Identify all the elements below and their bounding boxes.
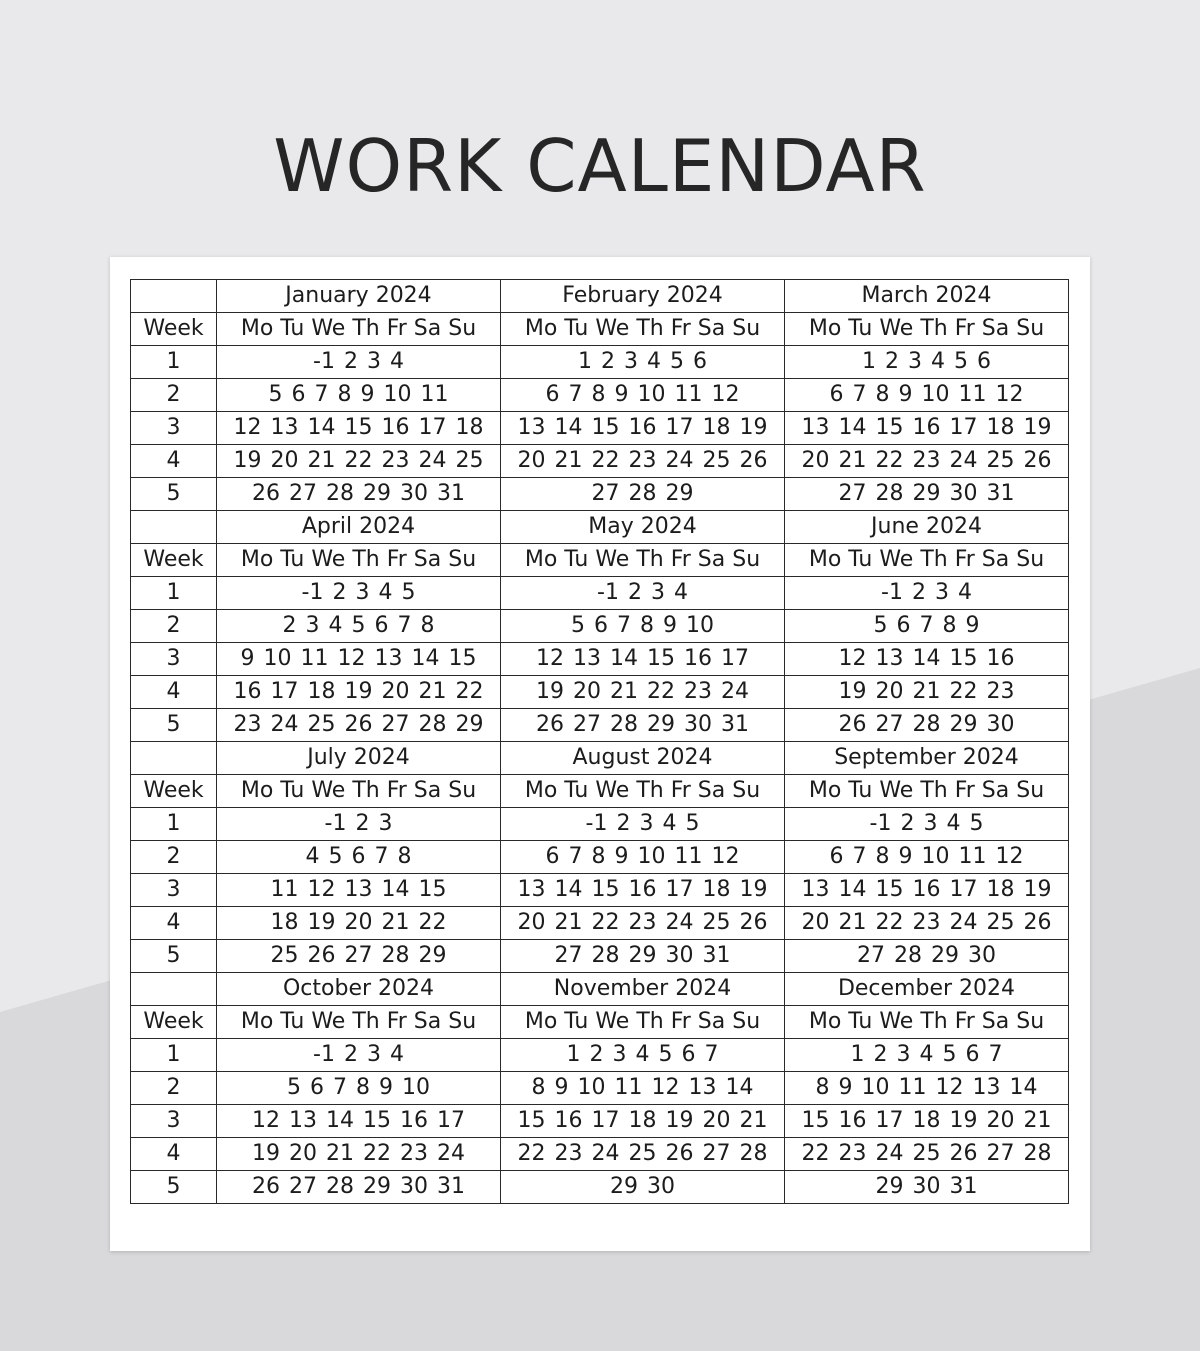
month-title: February 2024 [501,280,785,313]
week-row [131,940,1069,973]
week-days: 29 30 31 [785,1171,1069,1204]
calendar-sheet [110,257,1090,1251]
week-row [131,445,1069,478]
month-title: August 2024 [501,742,785,775]
weekday-header-row [131,775,1069,808]
week-row [131,610,1069,643]
week-row [131,1039,1069,1072]
week-days: 19 20 21 22 23 [785,676,1069,709]
week-row [131,1072,1069,1105]
weekday-header-row [131,1006,1069,1039]
week-number: 4 [131,1138,217,1171]
week-days: 18 19 20 21 22 [217,907,501,940]
week-days: 1 2 3 4 5 6 [501,346,785,379]
week-days: 12 13 14 15 16 17 [501,643,785,676]
week-days: 12 13 14 15 16 17 18 [217,412,501,445]
month-title: June 2024 [785,511,1069,544]
week-days: 27 28 29 30 31 [501,940,785,973]
week-days: 20 21 22 23 24 25 26 [501,445,785,478]
week-days: 5 6 7 8 9 10 [501,610,785,643]
week-days: 1 2 3 4 5 6 [785,346,1069,379]
week-days: 29 30 [501,1171,785,1204]
week-days: 13 14 15 16 17 18 19 [785,412,1069,445]
blank-cell [131,280,217,313]
week-days: 26 27 28 29 30 [785,709,1069,742]
week-row [131,874,1069,907]
week-row [131,709,1069,742]
week-number: 4 [131,907,217,940]
week-number: 3 [131,643,217,676]
week-days: 15 16 17 18 19 20 21 [501,1105,785,1138]
week-number: 2 [131,379,217,412]
week-number: 2 [131,610,217,643]
week-days: 6 7 8 9 10 11 12 [785,841,1069,874]
weekday-header: Mo Tu We Th Fr Sa Su [217,1006,501,1039]
month-title: November 2024 [501,973,785,1006]
month-title: April 2024 [217,511,501,544]
week-days: 5 6 7 8 9 10 11 [217,379,501,412]
week-days: -1 2 3 4 5 [217,577,501,610]
week-days: 27 28 29 30 [785,940,1069,973]
week-row [131,841,1069,874]
month-title: May 2024 [501,511,785,544]
weekday-header: Mo Tu We Th Fr Sa Su [501,775,785,808]
week-days: 22 23 24 25 26 27 28 [501,1138,785,1171]
week-days: 19 20 21 22 23 24 25 [217,445,501,478]
week-row [131,643,1069,676]
weekday-header: Mo Tu We Th Fr Sa Su [501,544,785,577]
week-number: 5 [131,709,217,742]
week-label: Week [131,544,217,577]
week-days: 13 14 15 16 17 18 19 [501,874,785,907]
week-number: 4 [131,445,217,478]
week-number: 3 [131,874,217,907]
week-row [131,1138,1069,1171]
week-days: -1 2 3 4 5 [501,808,785,841]
month-title-row [131,280,1069,313]
week-days: 26 27 28 29 30 31 [501,709,785,742]
week-days: -1 2 3 4 [501,577,785,610]
week-row [131,1105,1069,1138]
week-label: Week [131,775,217,808]
month-title: December 2024 [785,973,1069,1006]
weekday-header-row [131,544,1069,577]
weekday-header: Mo Tu We Th Fr Sa Su [217,313,501,346]
week-days: 1 2 3 4 5 6 7 [785,1039,1069,1072]
week-number: 5 [131,478,217,511]
week-days: 6 7 8 9 10 11 12 [501,379,785,412]
week-number: 2 [131,841,217,874]
week-number: 4 [131,676,217,709]
week-days: -1 2 3 4 [785,577,1069,610]
weekday-header-row [131,313,1069,346]
calendar-table [130,279,1069,1204]
week-days: 22 23 24 25 26 27 28 [785,1138,1069,1171]
week-number: 3 [131,1105,217,1138]
week-days: 9 10 11 12 13 14 15 [217,643,501,676]
weekday-header: Mo Tu We Th Fr Sa Su [785,313,1069,346]
week-days: 4 5 6 7 8 [217,841,501,874]
week-days: 19 20 21 22 23 24 [217,1138,501,1171]
weekday-header: Mo Tu We Th Fr Sa Su [785,1006,1069,1039]
week-row [131,412,1069,445]
week-days: 1 2 3 4 5 6 7 [501,1039,785,1072]
week-days: 27 28 29 [501,478,785,511]
week-number: 5 [131,1171,217,1204]
week-days: -1 2 3 [217,808,501,841]
week-row [131,379,1069,412]
week-number: 1 [131,1039,217,1072]
week-days: 5 6 7 8 9 [785,610,1069,643]
week-days: 16 17 18 19 20 21 22 [217,676,501,709]
week-days: 13 14 15 16 17 18 19 [785,874,1069,907]
week-days: -1 2 3 4 [217,346,501,379]
week-days: 12 13 14 15 16 17 [217,1105,501,1138]
weekday-header: Mo Tu We Th Fr Sa Su [785,775,1069,808]
week-days: 19 20 21 22 23 24 [501,676,785,709]
week-row [131,907,1069,940]
week-days: 27 28 29 30 31 [785,478,1069,511]
week-number: 1 [131,577,217,610]
week-days: 20 21 22 23 24 25 26 [785,445,1069,478]
week-days: 8 9 10 11 12 13 14 [501,1072,785,1105]
week-row [131,676,1069,709]
month-title: July 2024 [217,742,501,775]
week-days: 2 3 4 5 6 7 8 [217,610,501,643]
week-days: 20 21 22 23 24 25 26 [501,907,785,940]
week-label: Week [131,313,217,346]
weekday-header: Mo Tu We Th Fr Sa Su [501,1006,785,1039]
week-days: -1 2 3 4 5 [785,808,1069,841]
calendar-body [131,280,1069,1204]
week-days: 26 27 28 29 30 31 [217,1171,501,1204]
week-label: Week [131,1006,217,1039]
week-days: 13 14 15 16 17 18 19 [501,412,785,445]
blank-cell [131,973,217,1006]
month-title: September 2024 [785,742,1069,775]
week-row [131,346,1069,379]
week-number: 5 [131,940,217,973]
week-row [131,577,1069,610]
month-title: March 2024 [785,280,1069,313]
weekday-header: Mo Tu We Th Fr Sa Su [785,544,1069,577]
month-title: October 2024 [217,973,501,1006]
week-days: 26 27 28 29 30 31 [217,478,501,511]
blank-cell [131,742,217,775]
month-title-row [131,973,1069,1006]
week-row [131,478,1069,511]
week-days: 11 12 13 14 15 [217,874,501,907]
week-days: 6 7 8 9 10 11 12 [501,841,785,874]
month-title-row [131,511,1069,544]
week-days: 20 21 22 23 24 25 26 [785,907,1069,940]
week-days: 8 9 10 11 12 13 14 [785,1072,1069,1105]
week-days: 5 6 7 8 9 10 [217,1072,501,1105]
week-days: 6 7 8 9 10 11 12 [785,379,1069,412]
weekday-header: Mo Tu We Th Fr Sa Su [501,313,785,346]
week-number: 2 [131,1072,217,1105]
month-title-row [131,742,1069,775]
week-number: 1 [131,346,217,379]
week-days: -1 2 3 4 [217,1039,501,1072]
week-row [131,1171,1069,1204]
week-number: 1 [131,808,217,841]
weekday-header: Mo Tu We Th Fr Sa Su [217,544,501,577]
week-days: 12 13 14 15 16 [785,643,1069,676]
week-days: 23 24 25 26 27 28 29 [217,709,501,742]
week-days: 15 16 17 18 19 20 21 [785,1105,1069,1138]
blank-cell [131,511,217,544]
week-row [131,808,1069,841]
weekday-header: Mo Tu We Th Fr Sa Su [217,775,501,808]
week-days: 25 26 27 28 29 [217,940,501,973]
page-title: WORK CALENDAR [273,124,927,208]
week-number: 3 [131,412,217,445]
month-title: January 2024 [217,280,501,313]
